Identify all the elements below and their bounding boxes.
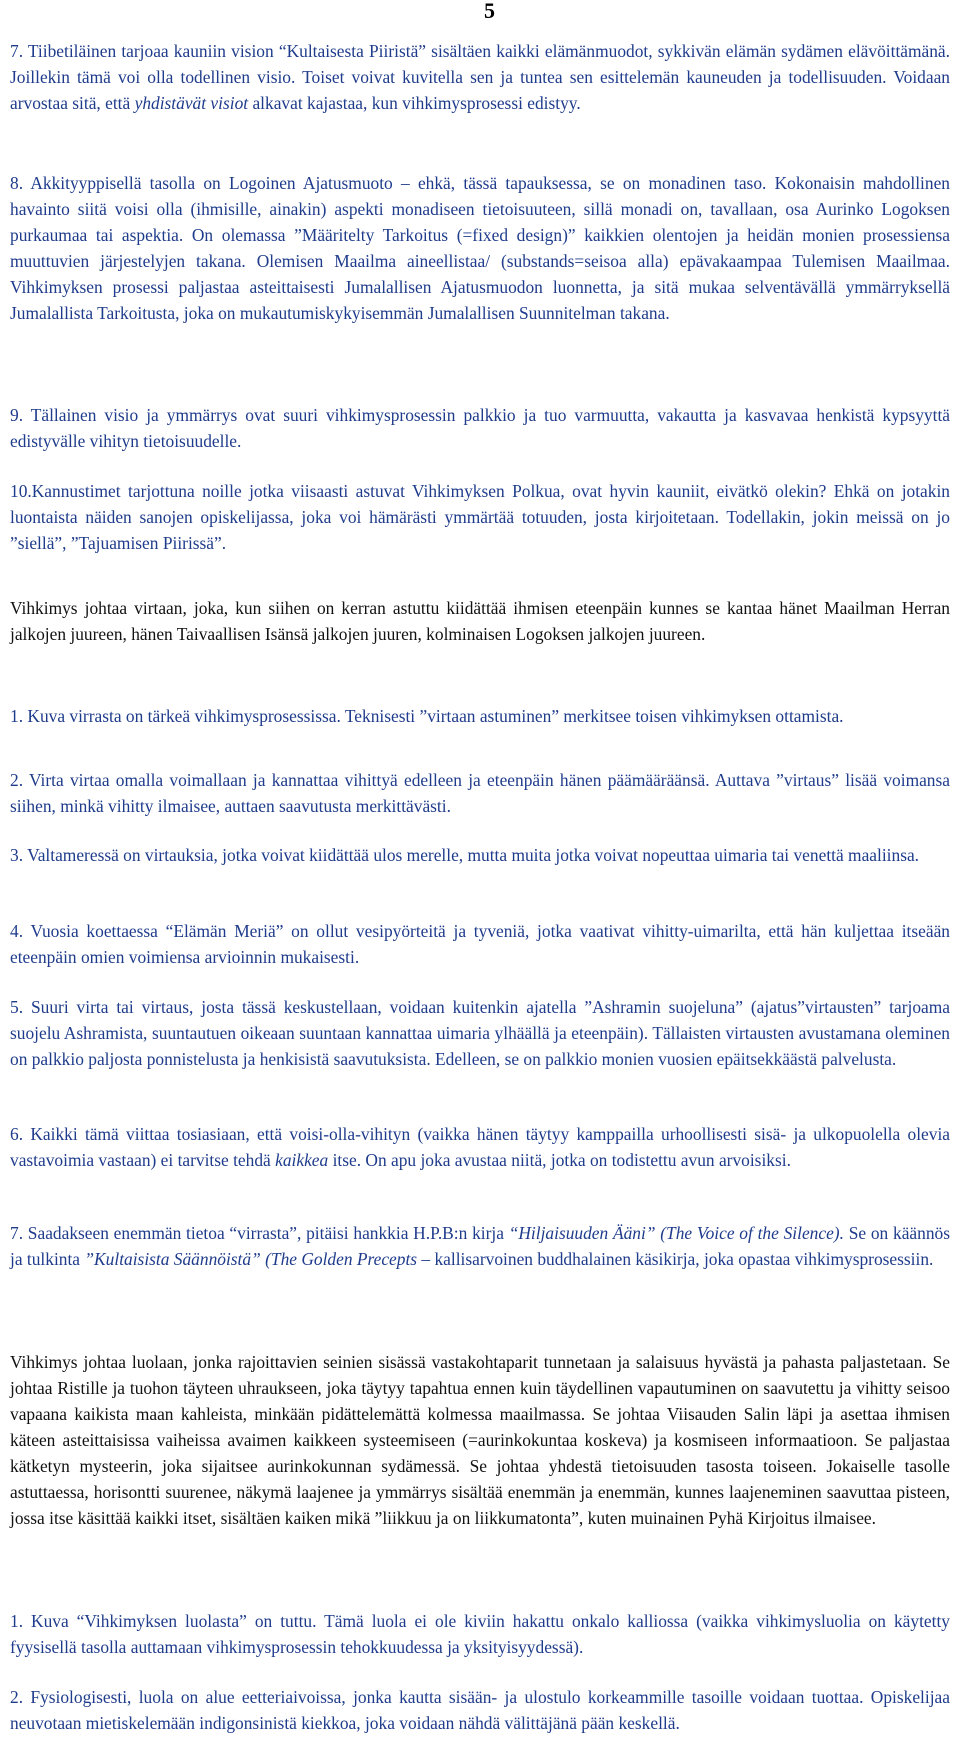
paragraph-text: alkavat kajastaa, kun vihkimysprosessi edistyy. xyxy=(248,93,581,113)
paragraph-cave-intro: Vihkimys johtaa luolaan, jonka rajoittavien seinien sisässä vastakohtaparit tunnetaan ja salaisuus hyvästä ja pahasta paljastetaan. Se johtaa Ristille ja tuohon täyteen uhraukseen, joka täytyy tapahtua ennen kuin täydellinen vapautuminen on saavutettu ja vihitty seisoo vapaana kaikista maan kahleista, minkään pidättelemättä kolmessa maailmassa. Se johtaa Viisauden Salin läpi ja asettaa ihmisen käteen asteittaisissa vaiheissa avaimen kaikkeen systeemiseen (=aurinkokuntaa koskeva) ja kosmiseen informaatioon. Se paljastaa kätketyn mysteerin, joka sijaitsee aurinkokunnan sydämessä. Se johtaa yhdestä tietoisuuden tasosta toiseen. Jokaiselle tasolle astuttaessa, horisontti suurenee, näkymä laajenee ja ymmärrys sisältää enemmän ja enemmän, kunnes laajeneminen saavuttaa pisteen, jossa itse käsittää kaikki itset, sisältäen kaiken mikä ”liikkuu ja on liikkumatonta”, kuten muinainen Pyhä Kirjoitus ilmaisee. xyxy=(10,1352,950,1528)
paragraph-cave-1: 1. Kuva “Vihkimyksen luolasta” on tuttu. Tämä luola ei ole kiviin hakattu onkalo kalliossa (vaikka vihkimysluolia on käytetty fyysisellä tasolla auttamaan vihkimysprosessin tehokkuudessa ja yksityisyydessä). xyxy=(10,1611,950,1657)
paragraph-stream-intro: Vihkimys johtaa virtaan, joka, kun siihen on kerran astuttu kiidättää ihmisen eteenpäin kunnes se kantaa hänet Maailman Herran jalkojen juureen, hänen Taivaallisen Isänsä jalkojen juuren, kolminaisen Logoksen jalkojen juureen. xyxy=(10,598,950,644)
paragraph-stream-3: 3. Valtameressä on virtauksia, jotka voivat kiidättää ulos merelle, mutta muita jotka voivat nopeuttaa uimaria tai venettä maaliinsa. xyxy=(10,845,920,865)
paragraph-text: itse. On apu joka avustaa niitä, jotka on todistettu avun arvoisiksi. xyxy=(328,1150,791,1170)
paragraph-text: 7. Tiibetiläinen tarjoaa kauniin vision “Kultaisesta Piiristä” sisältäen kaikki elämänmuodot, sykkivän elämän sydämen elävöittämänä. Joillekin tämä voi olla todellinen visio. Toiset voivat kuvitella sen ja tuntea sen esittelemän kauneuden ja todellisuuden. Voidaan arvostaa sitä, että xyxy=(10,41,950,113)
paragraph-stream-6 xyxy=(10,1121,950,1173)
page-number: 5 xyxy=(484,0,495,23)
paragraph-7-tibetan-vision xyxy=(10,38,950,116)
paragraph-text: Se on käännös ja tulkinta xyxy=(10,1223,950,1269)
book-title-emphasis: “Hiljaisuuden Ääni” (The Voice of the Silence). xyxy=(508,1223,844,1243)
paragraph-cave-2: 2. Fysiologisesti, luola on alue eetteriaivoissa, jonka kautta sisään- ja ulostulo korkeammille tasoille voidaan tuottaa. Opiskelijaa neuvotaan mietiskelemään indigonsinistä kiekkoa, joka voidaan nähdä välittäjänä pään keskellä. xyxy=(10,1687,950,1733)
paragraph-stream-7 xyxy=(10,1220,950,1272)
paragraph-emphasis: yhdistävät visiot xyxy=(134,93,249,113)
paragraph-emphasis: kaikkea xyxy=(275,1150,329,1170)
paragraph-stream-4: 4. Vuosia koettaessa “Elämän Meriä” on ollut vesipyörteitä ja tyveniä, jotka vaativat vihitty-uimarilta, että hän kuljettaa itseään eteenpäin omien voimiensa arvioinnin mukaisesti. xyxy=(10,921,950,967)
paragraph-9-vision-reward: 9. Tällainen visio ja ymmärrys ovat suuri vihkimysprosessin palkkio ja tuo varmuutta, vakautta ja kasvavaa henkistä kypsyyttä edistyvälle vihityn tietoisuudelle. xyxy=(10,405,950,451)
paragraph-stream-1: 1. Kuva virrasta on tärkeä vihkimysprosessissa. Teknisesti ”virtaan astuminen” merkitsee toisen vihkimyksen ottamista. xyxy=(10,706,844,726)
paragraph-10-incentives: 10.Kannustimet tarjottuna noille jotka viisaasti astuvat Vihkimyksen Polkua, ovat hyvin kauniit, eivätkö olekin? Ehkä on jotakin luontaista näiden sanojen opiskelijassa, joka voi hämärästi ymmärtää totuuden, josta kirjoitetaan. Todellakin, jokin meissä on jo ”siellä”, ”Tajuamisen Piirissä”. xyxy=(10,481,950,553)
paragraph-text: 6. Kaikki tämä viittaa tosiasiaan, että voisi-olla-vihityn (vaikka hänen täytyy kamppailla urhoollisesti sisä- ja ulkopuolella olevia vastavoimia vastaan) ei tarvitse tehdä xyxy=(10,1124,950,1170)
paragraph-text: 7. Saadakseen enemmän tietoa “virrasta”, pitäisi hankkia H.P.B:n kirja xyxy=(10,1223,509,1243)
book-title-emphasis: ”Kultaisista Säännöistä” (The Golden Precepts – xyxy=(84,1249,431,1269)
paragraph-text: kallisarvoinen buddhalainen käsikirja, joka opastaa vihkimysprosessiin. xyxy=(430,1249,934,1269)
paragraph-stream-2: 2. Virta virtaa omalla voimallaan ja kannattaa vihittyä edelleen ja eteenpäin hänen päämääräänsä. Auttava ”virtaus” lisää voimansa siihen, minkä vihitty ilmaisee, auttaen saavutusta merkittävästi. xyxy=(10,770,950,816)
paragraph-stream-5: 5. Suuri virta tai virtaus, josta tässä keskustellaan, voidaan kuitenkin ajatella ”Ashramin suojeluna” (ajatus”virtausten” tarjoama suojelu Ashramista, suuntautuen oikeaan suuntaan kannattaa uimaria ylhäällä ja eteenpäin). Tällaisten virtausten avustamana oleminen on palkkio paljosta ponnistelusta ja henkisistä saavutuksista. Edelleen, se on palkkio monien vuosien epäitsekkäästä palvelusta. xyxy=(10,997,950,1069)
paragraph-8-archetypal-level: 8. Akkityyppisellä tasolla on Logoinen Ajatusmuoto – ehkä, tässä tapauksessa, se on monadinen taso. Kokonaisin mahdollinen havainto siitä voisi olla (ihmisille, ainakin) aspekti monadiseen tietoisuuteen, sillä monadi on, tavallaan, osa Aurinko Logoksen purkaumaa tai aspektia. On olemassa ”Määritelty Tarkoitus (=fixed design)” kaikkien olentojen ja heidän monien prosessiensa muuttuvien järjestelyjen takana. Olemisen Maailma aineellistaa/ (substands=seisoa alla) epävakaampaa Tulemisen Maailmaa. Vihkimyksen prosessi paljastaa asteittaisesti Jumalallisen Ajatusmuodon luonnetta, ja sitä mukaa selventävällä ymmärryksellä Jumalallista Tarkoitusta, joka on mukautumiskykyisemmän Jumalallisen Suunnitelman takana. xyxy=(10,173,950,323)
